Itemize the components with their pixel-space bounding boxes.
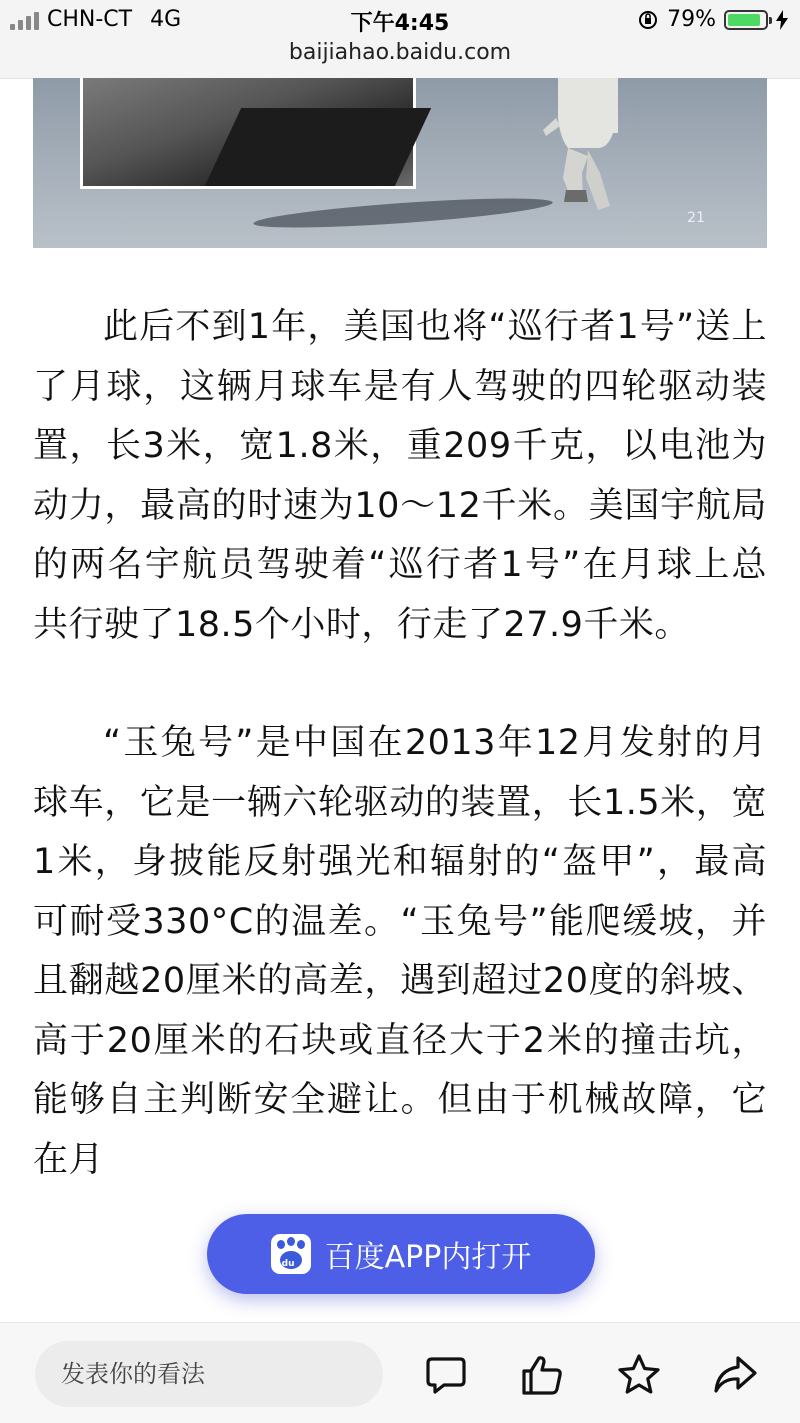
article-paragraph: 此后不到1年，美国也将“巡行者1号”送上了月球，这辆月球车是有人驾驶的四轮驱动装置，长3米，宽1.8米，重209千克，以电池为动力，最高的时速为10～12千米。美国宇航局的两名宇航员驾驶着“巡行者1号”在月球上总共行驶了18.5个小时，行走了27.9千米。: [33, 307, 767, 645]
network-label: 4G: [150, 7, 182, 32]
lunar-rover-inset-image: [80, 78, 416, 189]
comment-input[interactable]: [35, 1341, 383, 1407]
favorite-star-icon[interactable]: [617, 1353, 661, 1397]
share-icon[interactable]: [713, 1353, 757, 1397]
article-paragraph: “玉兔号”是中国在2013年12月发射的月球车，它是一辆六轮驱动的装置，长1.5米，宽1米，身披能反射强光和辐射的“盔甲”，最高可耐受330°C的温差。“玉兔号”能爬缓坡，并且翻越20厘米的高差，遇到超过20度的斜坡、高于20厘米的石块或直径大于2米的撞击坑，能够自主判断安全避让。但由于机械故障，它在月: [33, 723, 767, 1180]
astronaut-image: [538, 78, 618, 218]
comment-icon[interactable]: [424, 1353, 468, 1397]
open-in-app-label: 百度APP内打开: [324, 1240, 532, 1275]
carrier-label: CHN-CT: [47, 7, 133, 32]
baidu-logo-icon: [271, 1234, 311, 1274]
status-time: 下午4:45: [350, 11, 450, 36]
url-bar[interactable]: [0, 40, 800, 79]
battery-icon: [724, 10, 768, 30]
bottom-action-bar: [0, 1322, 800, 1423]
article-image: [33, 78, 767, 248]
url-domain: baijiahao.baidu.com: [288, 40, 512, 65]
comment-placeholder: 发表你的看法: [61, 1360, 205, 1388]
charging-icon: [776, 10, 788, 30]
battery-percent: 79%: [667, 7, 716, 32]
baidu-logo-text: du: [281, 1259, 295, 1269]
orientation-lock-icon: [637, 9, 659, 31]
open-in-baidu-app-button[interactable]: [207, 1214, 595, 1294]
image-page-number: 21: [687, 210, 705, 226]
article-body: [33, 298, 767, 1190]
status-right: [637, 7, 788, 32]
like-icon[interactable]: [520, 1353, 564, 1397]
status-bar: [0, 0, 800, 40]
